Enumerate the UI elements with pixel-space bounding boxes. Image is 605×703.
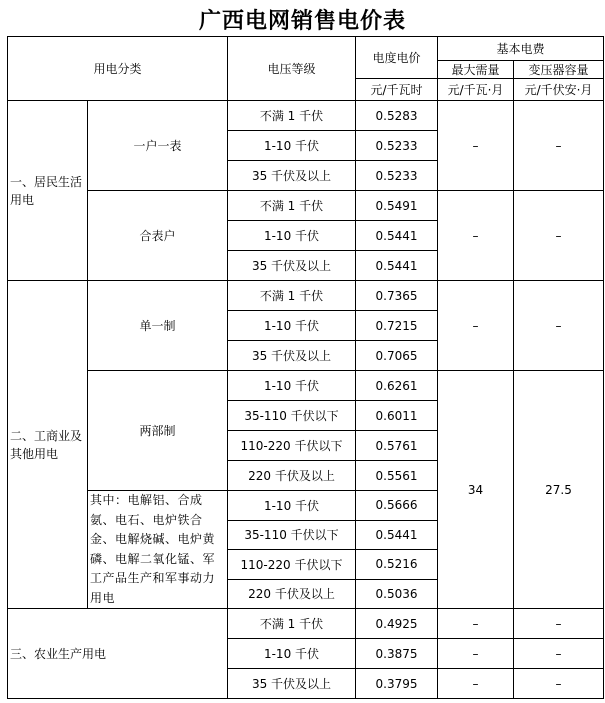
- header-capacity-unit: 元/千伏安·月: [514, 79, 604, 101]
- max-demand-cell: –: [438, 191, 514, 281]
- price-cell: 0.5233: [356, 131, 438, 161]
- voltage-cell: 220 千伏及以上: [228, 461, 356, 491]
- header-energy-unit: 元/千瓦时: [356, 79, 438, 101]
- price-cell: 0.5441: [356, 251, 438, 281]
- price-cell: 0.5561: [356, 461, 438, 491]
- price-cell: 0.5441: [356, 520, 438, 550]
- subcategory-shared-meter: 合表户: [88, 191, 228, 281]
- price-cell: 0.3875: [356, 639, 438, 669]
- subcategory-single-part: 单一制: [88, 281, 228, 371]
- header-voltage: 电压等级: [228, 37, 356, 101]
- price-cell: 0.7065: [356, 341, 438, 371]
- max-demand-cell: –: [438, 639, 514, 669]
- capacity-cell: –: [514, 191, 604, 281]
- voltage-cell: 1-10 千伏: [228, 371, 356, 401]
- header-capacity: 变压器容量: [514, 61, 604, 79]
- subcategory-special-industries: 其中：电解铝、合成氨、电石、电炉铁合金、电解烧碱、电炉黄磷、电解二氧化锰、军工产品生产和军事动力用电: [88, 491, 228, 609]
- table-row: [8, 609, 604, 639]
- voltage-cell: 1-10 千伏: [228, 131, 356, 161]
- table-row: [8, 281, 604, 311]
- category-residential: 一、居民生活用电: [8, 101, 88, 281]
- price-cell: 0.7215: [356, 311, 438, 341]
- voltage-cell: 1-10 千伏: [228, 639, 356, 669]
- price-cell: 0.5036: [356, 579, 438, 609]
- category-commercial: 二、工商业及其他用电: [8, 281, 88, 609]
- max-demand-cell: –: [438, 101, 514, 191]
- max-demand-cell: –: [438, 281, 514, 371]
- voltage-cell: 1-10 千伏: [228, 491, 356, 521]
- price-cell: 0.5441: [356, 221, 438, 251]
- voltage-cell: 1-10 千伏: [228, 221, 356, 251]
- capacity-cell: –: [514, 101, 604, 191]
- voltage-cell: 不满 1 千伏: [228, 101, 356, 131]
- price-cell: 0.6011: [356, 401, 438, 431]
- voltage-cell: 110-220 千伏以下: [228, 431, 356, 461]
- price-cell: 0.5216: [356, 550, 438, 580]
- table-row: [8, 101, 604, 131]
- voltage-cell: 35-110 千伏以下: [228, 520, 356, 550]
- price-cell: 0.3795: [356, 669, 438, 699]
- price-cell: 0.5761: [356, 431, 438, 461]
- max-demand-cell: 34: [438, 371, 514, 609]
- header-energy-price: 电度电价: [356, 37, 438, 79]
- category-agriculture: 三、农业生产用电: [8, 609, 228, 699]
- voltage-cell: 35 千伏及以上: [228, 161, 356, 191]
- price-cell: 0.4925: [356, 609, 438, 639]
- page-title: 广西电网销售电价表: [198, 8, 406, 34]
- capacity-cell: –: [514, 669, 604, 699]
- header-basic-fee: 基本电费: [438, 37, 604, 61]
- price-cell: 0.5283: [356, 101, 438, 131]
- voltage-cell: 35-110 千伏以下: [228, 401, 356, 431]
- voltage-cell: 35 千伏及以上: [228, 341, 356, 371]
- table-row: [8, 371, 604, 401]
- capacity-cell: –: [514, 639, 604, 669]
- price-cell: 0.5233: [356, 161, 438, 191]
- subcategory-single-meter: 一户一表: [88, 101, 228, 191]
- header-max-demand: 最大需量: [438, 61, 514, 79]
- price-cell: 0.5491: [356, 191, 438, 221]
- table-row: [8, 191, 604, 221]
- capacity-cell: –: [514, 281, 604, 371]
- price-cell: 0.5666: [356, 491, 438, 521]
- header-category: 用电分类: [8, 37, 228, 101]
- voltage-cell: 110-220 千伏以下: [228, 550, 356, 580]
- voltage-cell: 1-10 千伏: [228, 311, 356, 341]
- header-row-1: [8, 37, 604, 61]
- subcategory-two-part: 两部制: [88, 371, 228, 491]
- capacity-cell: –: [514, 609, 604, 639]
- voltage-cell: 不满 1 千伏: [228, 191, 356, 221]
- voltage-cell: 35 千伏及以上: [228, 251, 356, 281]
- capacity-cell: 27.5: [514, 371, 604, 609]
- price-cell: 0.6261: [356, 371, 438, 401]
- price-cell: 0.7365: [356, 281, 438, 311]
- max-demand-cell: –: [438, 669, 514, 699]
- voltage-cell: 220 千伏及以上: [228, 579, 356, 609]
- voltage-cell: 不满 1 千伏: [228, 609, 356, 639]
- header-max-demand-unit: 元/千瓦·月: [438, 79, 514, 101]
- voltage-cell: 不满 1 千伏: [228, 281, 356, 311]
- max-demand-cell: –: [438, 609, 514, 639]
- price-table: [7, 36, 604, 699]
- voltage-cell: 35 千伏及以上: [228, 669, 356, 699]
